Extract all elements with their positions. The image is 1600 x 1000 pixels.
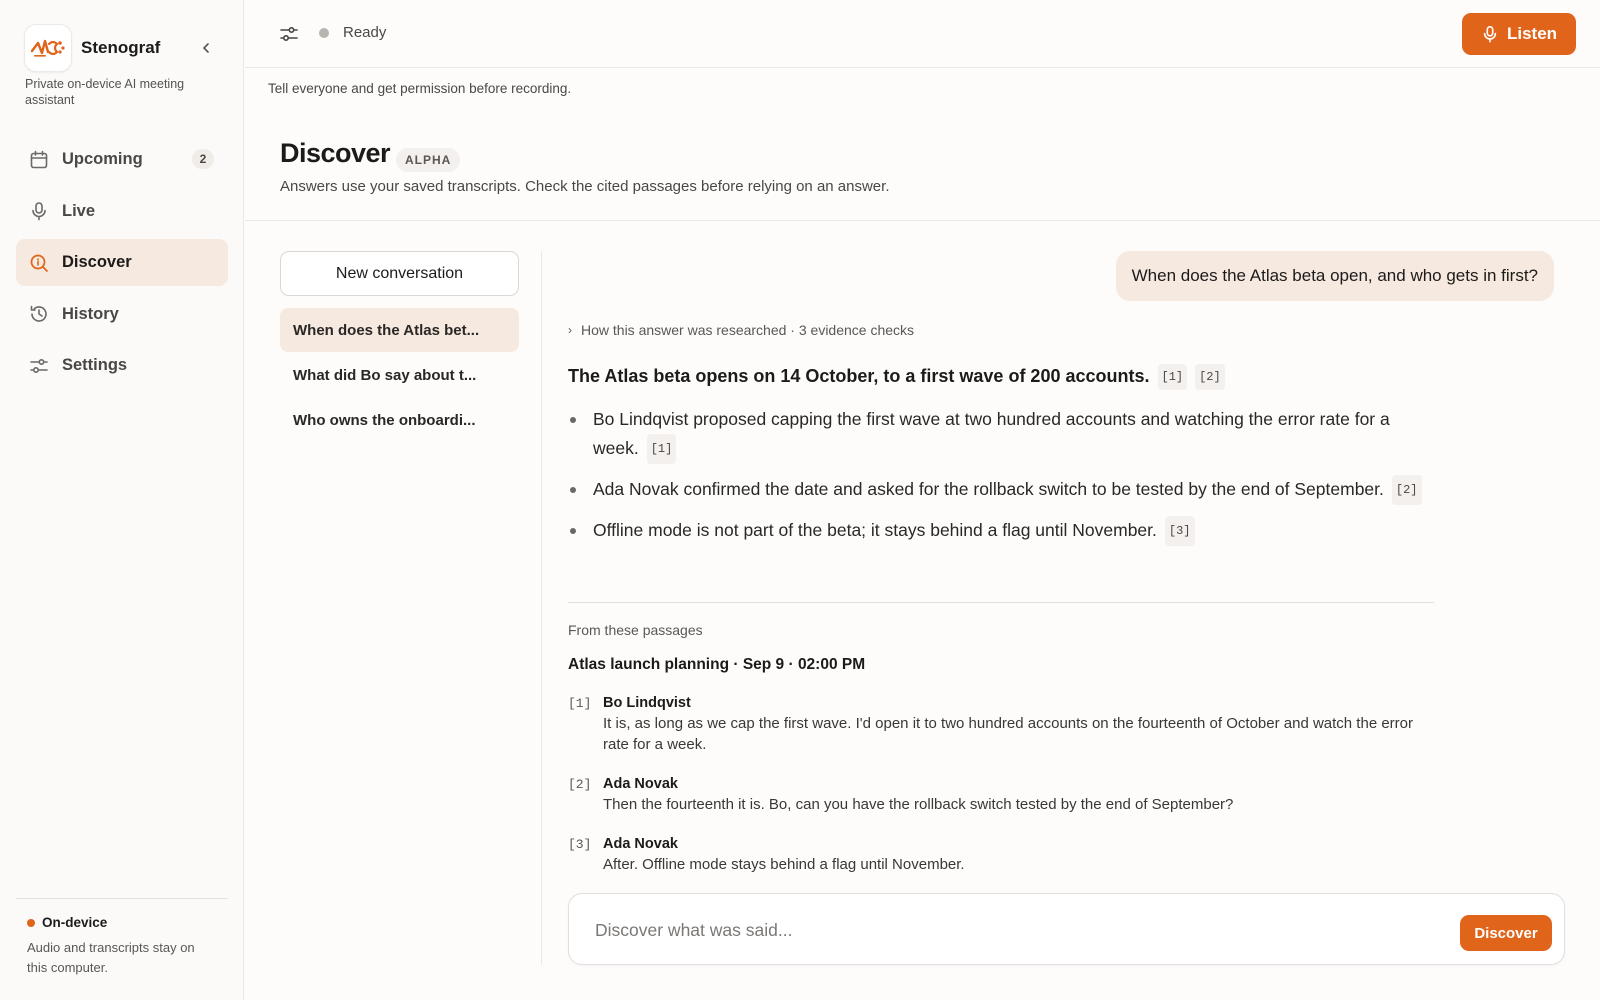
passage	[568, 694, 1448, 755]
chevron-left-icon	[200, 42, 212, 54]
audio-settings-button[interactable]	[277, 22, 301, 46]
microphone-icon	[28, 200, 50, 222]
sidebar-item-discover[interactable]	[16, 239, 228, 286]
sliders-icon	[279, 24, 299, 44]
sidebar-item-label: History	[62, 304, 119, 323]
sidebar-item-history[interactable]	[16, 291, 228, 338]
passage-text: After. Offline mode stays behind a flag until November.	[603, 856, 965, 873]
conversation-list	[280, 251, 519, 442]
sidebar-item-label: Settings	[62, 356, 128, 374]
sidebar-item-settings[interactable]	[16, 342, 228, 389]
page-title: Discover	[280, 138, 391, 168]
alpha-badge: ALPHA	[396, 148, 460, 172]
citation-link[interactable]: [3]	[1165, 516, 1195, 547]
passage-number: [3]	[568, 837, 592, 852]
sidebar-item-label: Discover	[62, 253, 132, 271]
chevron-right-icon: ›	[568, 323, 572, 337]
passages-label: From these passages	[568, 622, 703, 638]
source-passages[interactable]	[568, 694, 1448, 874]
discover-submit-button[interactable]: Discover	[1460, 915, 1552, 951]
app-logo	[24, 24, 72, 72]
status-dot-icon	[27, 919, 35, 927]
top-bar	[245, 0, 1600, 68]
passage	[568, 775, 1448, 815]
upcoming-count-badge: 2	[192, 149, 214, 169]
citation-link[interactable]: [1]	[647, 434, 677, 465]
discover-input[interactable]	[595, 916, 1415, 944]
passage	[568, 835, 1448, 874]
sidebar-item-label: Upcoming	[62, 150, 143, 168]
answer-point: Ada Novak confirmed the date and asked for the rollback switch to be tested by the end of September. [2]	[568, 475, 1438, 506]
history-icon	[28, 303, 50, 325]
passage-speaker: Ada Novak	[603, 776, 678, 792]
app-tagline: Private on-device AI meeting assistant	[25, 77, 185, 107]
divider	[568, 602, 1434, 603]
on-device-title: On-device	[42, 915, 108, 930]
composer	[568, 893, 1565, 965]
recording-status	[319, 24, 386, 41]
collapse-sidebar-button[interactable]	[196, 38, 216, 58]
on-device-notice	[16, 898, 228, 978]
answer-point: Offline mode is not part of the beta; it stays behind a flag until November. [3]	[568, 516, 1438, 547]
conversation-item[interactable]: When does the Atlas bet...	[280, 308, 519, 352]
divider	[245, 220, 1600, 221]
sidebar-item-live[interactable]	[16, 188, 228, 235]
sidebar-item-upcoming[interactable]	[16, 136, 228, 183]
answer-point: Bo Lindqvist proposed capping the first wave at two hundred accounts and watching the error rate for a week. [1]	[568, 405, 1438, 464]
passage-speaker: Bo Lindqvist	[603, 695, 691, 711]
passage-number: [2]	[568, 777, 592, 792]
research-details-toggle[interactable]	[568, 322, 914, 338]
on-device-text: Audio and transcripts stay on this computer.	[27, 940, 195, 975]
sidebar-item-label: Live	[62, 201, 96, 220]
app-name: Stenograf	[81, 38, 161, 57]
new-conversation-button[interactable]: New conversation	[280, 251, 519, 296]
conversation-item[interactable]: What did Bo say about t...	[293, 366, 477, 384]
conversation-item[interactable]: Who owns the onboardi...	[293, 411, 476, 429]
status-text: Ready	[343, 24, 387, 41]
consent-notice: Tell everyone and get permission before recording.	[268, 81, 572, 96]
sidebar	[0, 0, 244, 1000]
passage-speaker: Ada Novak	[603, 836, 678, 852]
research-summary: How this answer was researched · 3 evidence checks	[581, 322, 915, 338]
citation-link[interactable]: [2]	[1392, 475, 1422, 506]
divider	[541, 251, 542, 965]
sliders-icon	[28, 355, 50, 377]
search-icon	[28, 252, 50, 274]
user-question-bubble: When does the Atlas beta open, and who gets in first?	[1116, 251, 1554, 301]
brand	[24, 24, 160, 72]
answer	[568, 364, 1438, 557]
listen-label: Listen	[1506, 24, 1558, 43]
calendar-icon	[28, 149, 50, 171]
citation-link[interactable]: [2]	[1195, 364, 1225, 390]
passage-text: Then the fourteenth it is. Bo, can you have the rollback switch tested by the end of September?	[603, 796, 1234, 813]
answer-points	[568, 405, 1438, 546]
passage-number: [1]	[568, 696, 592, 711]
passage-text: It is, as long as we cap the first wave. I'd open it to two hundred accounts on the fourteenth of October and watch the error rate for a week.	[603, 715, 1413, 753]
sidebar-nav	[16, 136, 228, 394]
page-subtitle: Answers use your saved transcripts. Check the cited passages before relying on an answer.	[280, 178, 890, 195]
citation-link[interactable]: [1]	[1158, 364, 1188, 390]
source-meeting-title[interactable]: Atlas launch planning · Sep 9 · 02:00 PM	[568, 656, 866, 673]
microphone-icon	[1481, 25, 1499, 43]
listen-button[interactable]	[1462, 13, 1576, 55]
status-dot-icon	[319, 28, 329, 38]
answer-headline: The Atlas beta opens on 14 October, to a first wave of 200 accounts. [1] [2]	[568, 364, 1438, 390]
